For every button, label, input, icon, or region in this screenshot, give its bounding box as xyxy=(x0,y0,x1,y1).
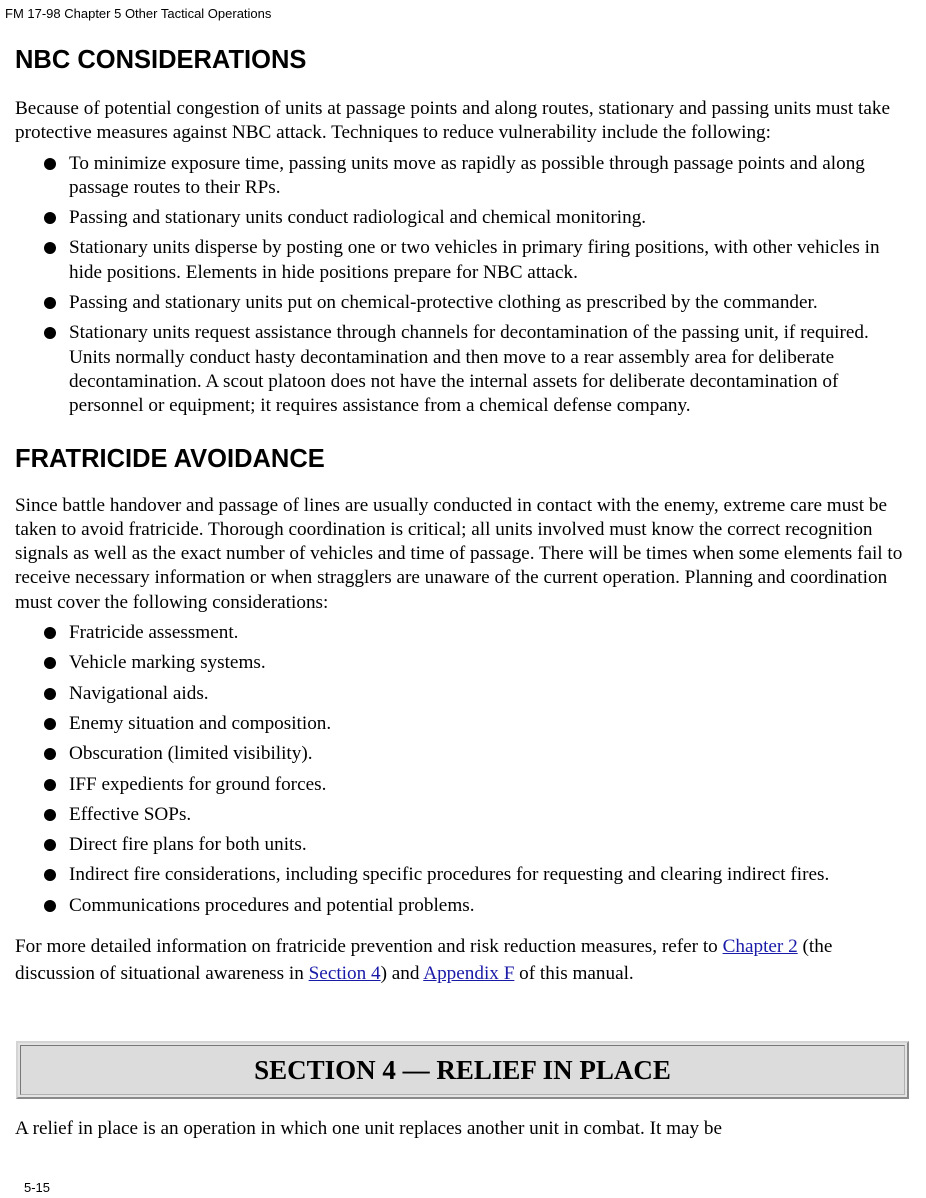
list-item xyxy=(15,621,915,645)
closing-text: For more detailed information on fratricide prevention and risk reduction measures, refer to xyxy=(15,936,723,958)
closing-text: of this manual. xyxy=(514,963,634,985)
bullet-icon xyxy=(44,158,56,170)
list-item xyxy=(15,152,915,201)
section-banner-inner xyxy=(20,1045,905,1095)
page-number: 5-15 xyxy=(24,1180,51,1195)
list-item xyxy=(15,682,915,706)
relief-in-place-intro: A relief in place is an operation in which one unit replaces another unit in combat. It may be xyxy=(15,1118,723,1139)
list-item xyxy=(15,321,915,418)
closing-text: ) and xyxy=(380,963,424,985)
bullet-icon xyxy=(44,748,56,760)
bullet-icon xyxy=(44,242,56,254)
list-item-text: Stationary units request assistance through channels for decontamination of the passing unit, if required. Units normally conduct hasty decontamination and then move to a rear assembly area for deliberate decontamination. A scout platoon does not have the internal assets for deliberate decontamination of personnel or equipment; it requires assistance from a chemical defense company. xyxy=(69,322,869,417)
list-item-text: Navigational aids. xyxy=(69,682,209,704)
list-item-text: Communications procedures and potential problems. xyxy=(69,894,475,916)
list-item xyxy=(15,291,915,315)
section-4-link[interactable]: Section 4 xyxy=(308,963,381,985)
list-item-text: Fratricide assessment. xyxy=(69,622,239,644)
chapter-2-link[interactable]: Chapter 2 xyxy=(722,936,798,958)
bullet-icon xyxy=(44,809,56,821)
list-item-text: Indirect fire considerations, including specific procedures for requesting and clearing indirect fires. xyxy=(69,864,830,886)
list-item-text: Vehicle marking systems. xyxy=(69,652,266,674)
list-item xyxy=(15,833,915,857)
list-item xyxy=(15,894,915,918)
list-item xyxy=(15,712,915,736)
bullet-icon xyxy=(44,900,56,912)
list-item-text: Passing and stationary units put on chemical-protective clothing as prescribed by the commander. xyxy=(69,292,818,314)
list-item-text: Obscuration (limited visibility). xyxy=(69,743,313,765)
section-banner xyxy=(16,1041,909,1099)
appendix-f-link[interactable]: Appendix F xyxy=(423,963,515,985)
list-item xyxy=(15,742,915,766)
list-item-text: Direct fire plans for both units. xyxy=(69,834,307,856)
bullet-icon xyxy=(44,779,56,791)
nbc-bullet-list xyxy=(15,152,915,419)
bullet-icon xyxy=(44,718,56,730)
nbc-intro: Because of potential congestion of units at passage points and along routes, stationary and passing units must take protective measures against NBC attack. Techniques to reduce vulnerability include the following: xyxy=(15,98,890,144)
list-item xyxy=(15,651,915,675)
list-item xyxy=(15,803,915,827)
list-item xyxy=(15,236,915,285)
bullet-icon xyxy=(44,212,56,224)
list-item-text: Passing and stationary units conduct radiological and chemical monitoring. xyxy=(69,207,647,229)
fratricide-bullet-list xyxy=(15,621,915,918)
bullet-icon xyxy=(44,627,56,639)
bullet-icon xyxy=(44,688,56,700)
document-body xyxy=(15,42,915,987)
section-title: SECTION 4 — RELIEF IN PLACE xyxy=(254,1054,671,1085)
closing-text: (the discussion of situational awareness in xyxy=(15,936,833,985)
list-item xyxy=(15,863,915,887)
list-item xyxy=(15,206,915,230)
fratricide-closing xyxy=(15,933,915,987)
bullet-icon xyxy=(44,327,56,339)
fratricide-intro: Since battle handover and passage of lines are usually conducted in contact with the enemy, extreme care must be taken to avoid fratricide. Thorough coordination is critical; all units involved must know the correct recognition signals as well as the exact number of vehicles and time of passage. There will be times when some elements fail to receive necessary information or when stragglers are unaware of the current operation. Planning and coordination must cover the following considerations: xyxy=(15,494,903,613)
list-item-text: Stationary units disperse by posting one or two vehicles in primary firing positions, with other vehicles in hide positions. Elements in hide positions prepare for NBC attack. xyxy=(69,237,880,283)
running-header: FM 17-98 Chapter 5 Other Tactical Operations xyxy=(5,6,272,21)
list-item-text: To minimize exposure time, passing units move as rapidly as possible through passage points and along passage routes to their RPs. xyxy=(69,152,865,198)
bullet-icon xyxy=(44,657,56,669)
bullet-icon xyxy=(44,869,56,881)
fratricide-heading: FRATRICIDE AVOIDANCE xyxy=(15,444,325,473)
bullet-icon xyxy=(44,839,56,851)
list-item-text: Effective SOPs. xyxy=(69,803,192,825)
list-item xyxy=(15,773,915,797)
list-item-text: IFF expedients for ground forces. xyxy=(69,773,327,795)
nbc-heading: NBC CONSIDERATIONS xyxy=(15,46,307,74)
bullet-icon xyxy=(44,297,56,309)
list-item-text: Enemy situation and composition. xyxy=(69,712,332,734)
